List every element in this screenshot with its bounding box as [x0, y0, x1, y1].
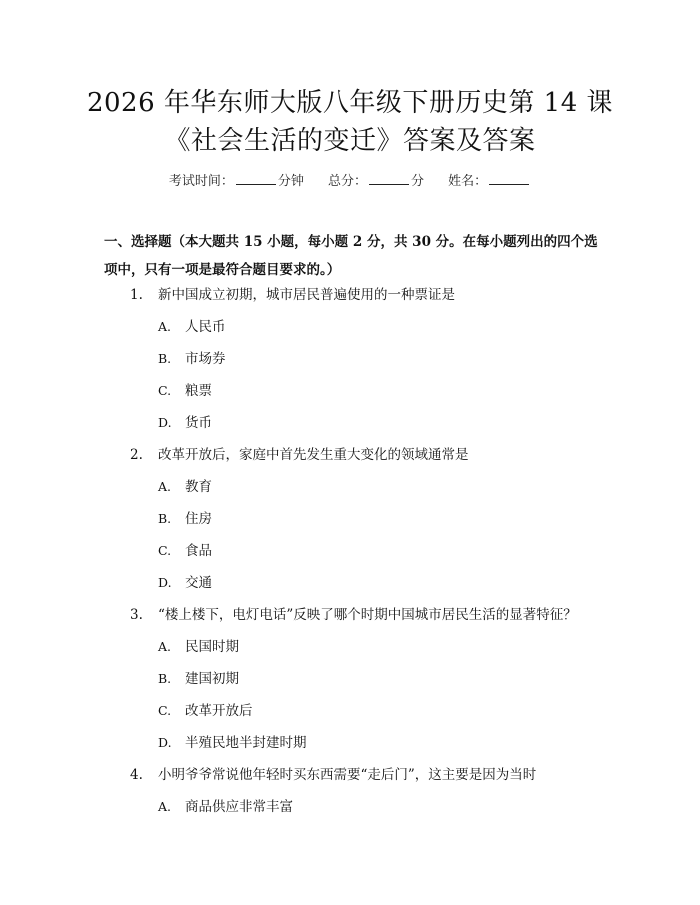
option-letter: D.	[158, 575, 172, 590]
total-score-blank[interactable]	[369, 172, 409, 185]
option-text: 交通	[185, 575, 212, 591]
option-1b[interactable]	[158, 347, 226, 367]
exam-time	[169, 170, 304, 189]
total-score	[328, 170, 424, 189]
option-letter: A.	[158, 639, 172, 654]
option-text: 货币	[185, 415, 212, 431]
option-letter: A.	[158, 319, 172, 334]
exam-meta	[0, 170, 700, 189]
option-letter: A.	[158, 479, 172, 494]
option-text: 民国时期	[185, 639, 239, 655]
question-number: 1.	[130, 287, 143, 303]
option-2b[interactable]	[158, 507, 212, 527]
question-number: 4.	[130, 767, 143, 783]
question-2	[130, 443, 469, 463]
option-text: 教育	[185, 479, 212, 495]
section-heading-line1: 一、选择题（本大题共 15 小题，每小题 2 分，共 30 分。在每小题列出的四个选	[104, 234, 598, 250]
question-number: 3.	[130, 607, 143, 623]
question-4	[130, 763, 536, 783]
option-letter: B.	[158, 511, 172, 526]
question-text: “楼上楼下，电灯电话”反映了哪个时期中国城市居民生活的显著特征？	[158, 607, 577, 623]
option-letter: D.	[158, 415, 172, 430]
option-3a[interactable]	[158, 635, 239, 655]
option-letter: D.	[158, 735, 172, 750]
question-number: 2.	[130, 447, 143, 463]
option-text: 住房	[185, 511, 212, 527]
student-name-blank[interactable]	[489, 172, 529, 185]
option-2a[interactable]	[158, 475, 212, 495]
option-letter: B.	[158, 671, 172, 686]
question-text: 改革开放后，家庭中首先发生重大变化的领域通常是	[158, 447, 469, 463]
option-text: 人民币	[185, 319, 226, 335]
option-letter: B.	[158, 351, 172, 366]
exam-time-label: 考试时间：	[168, 174, 234, 189]
total-score-label: 总分：	[327, 174, 367, 189]
option-3d[interactable]	[158, 731, 307, 751]
question-1	[130, 283, 455, 303]
option-2d[interactable]	[158, 571, 212, 591]
section-heading	[104, 228, 624, 284]
option-text: 改革开放后	[185, 703, 253, 719]
option-2c[interactable]	[158, 539, 212, 559]
total-score-unit: 分	[411, 174, 425, 189]
question-text: 新中国成立初期，城市居民普遍使用的一种票证是	[158, 287, 455, 303]
option-text: 商品供应非常丰富	[185, 799, 293, 815]
option-letter: C.	[158, 543, 172, 558]
option-3c[interactable]	[158, 699, 253, 719]
student-name	[448, 170, 531, 189]
option-1c[interactable]	[158, 379, 212, 399]
option-3b[interactable]	[158, 667, 239, 687]
exam-time-unit: 分钟	[277, 174, 304, 189]
option-1a[interactable]	[158, 315, 226, 335]
option-text: 粮票	[185, 383, 212, 399]
student-name-label: 姓名：	[448, 174, 488, 189]
question-3	[130, 603, 577, 623]
question-text: 小明爷爷常说他年轻时买东西需要“走后门”，这主要是因为当时	[158, 767, 537, 783]
option-text: 市场券	[185, 351, 226, 367]
option-1d[interactable]	[158, 411, 212, 431]
option-text: 建国初期	[185, 671, 239, 687]
exam-time-blank[interactable]	[236, 172, 276, 185]
doc-title-line2: 《社会生活的变迁》答案及答案	[164, 126, 536, 156]
option-text: 食品	[185, 543, 212, 559]
option-4a[interactable]	[158, 795, 293, 815]
doc-title-line1: 2026 年华东师大版八年级下册历史第 14 课	[86, 88, 614, 118]
section-heading-line2: 项中，只有一项是最符合题目要求的。）	[104, 262, 341, 278]
option-letter: C.	[158, 703, 172, 718]
option-letter: A.	[158, 799, 172, 814]
option-letter: C.	[158, 383, 172, 398]
option-text: 半殖民地半封建时期	[185, 735, 307, 751]
